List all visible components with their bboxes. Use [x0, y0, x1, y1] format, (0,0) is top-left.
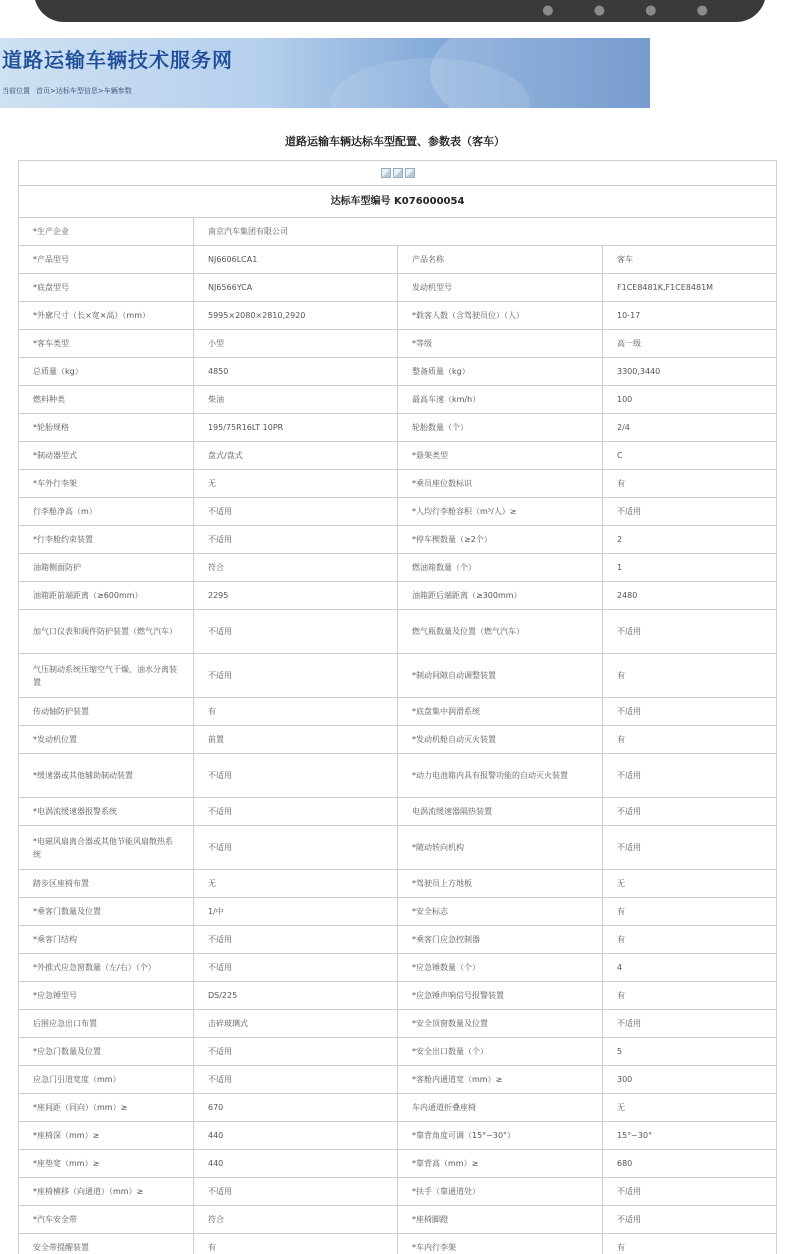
spec-label: 踏步区座椅布置 [19, 870, 194, 898]
spec-value: 670 [194, 1094, 398, 1122]
spec-label: *乘客门应急控制器 [398, 926, 603, 954]
spec-label: 应急门引道宽度（mm） [19, 1066, 194, 1094]
spec-label: *应急锤型号 [19, 982, 194, 1010]
spec-value: 不适用 [603, 1206, 777, 1234]
spec-label: *座椅脚蹬 [398, 1206, 603, 1234]
spec-label: 安全带提醒装置 [19, 1234, 194, 1254]
spec-label: 加气口仪表和阀件防护装置（燃气汽车） [19, 610, 194, 654]
model-code: 达标车型编号 K076000054 [19, 186, 777, 218]
spec-value: 2 [603, 526, 777, 554]
spec-value: 有 [603, 726, 777, 754]
producer-label: *生产企业 [19, 218, 194, 246]
spec-value: 击碎玻璃式 [194, 1010, 398, 1038]
spec-label: *座间距（同向）（mm）≥ [19, 1094, 194, 1122]
spec-label: *座椅深（mm）≥ [19, 1122, 194, 1150]
spec-label: *电涡流缓速器报警系统 [19, 798, 194, 826]
spec-value: C [603, 442, 777, 470]
table-row [19, 926, 777, 954]
spec-value: 有 [194, 1234, 398, 1254]
spec-value: 不适用 [194, 526, 398, 554]
spec-label: 燃气瓶数量及位置（燃气汽车） [398, 610, 603, 654]
spec-label: 行李舱净高（m） [19, 498, 194, 526]
spec-value: 符合 [194, 1206, 398, 1234]
broken-image-icon [393, 168, 403, 178]
spec-label: 油箱距后端距离（≥300mm） [398, 582, 603, 610]
table-row [19, 274, 777, 302]
table-row [19, 1094, 777, 1122]
spec-value: 有 [603, 898, 777, 926]
site-title: 道路运输车辆技术服务网 [2, 48, 233, 72]
table-row [19, 526, 777, 554]
spec-label: *缓速器或其他辅助制动装置 [19, 754, 194, 798]
broken-image-icon [381, 168, 391, 178]
table-row [19, 386, 777, 414]
broken-image-icon [405, 168, 415, 178]
table-row [19, 1206, 777, 1234]
spec-value: 不适用 [194, 826, 398, 870]
spec-value: 100 [603, 386, 777, 414]
spec-value: 有 [603, 982, 777, 1010]
spec-label: *随动转向机构 [398, 826, 603, 870]
spec-value: F1CE8481K,F1CE8481M [603, 274, 777, 302]
spec-label: *电磁风扇离合器或其他节能风扇散热系统 [19, 826, 194, 870]
spec-value: 有 [603, 926, 777, 954]
spec-label: *靠背高（mm）≥ [398, 1150, 603, 1178]
spec-label: *乘客门结构 [19, 926, 194, 954]
spec-value: 不适用 [603, 1010, 777, 1038]
table-row [19, 246, 777, 274]
spec-label: *扶手（靠通道处） [398, 1178, 603, 1206]
spec-label: *靠背角度可调（15°~30°） [398, 1122, 603, 1150]
spec-table [18, 160, 777, 1254]
spec-label: *停车楔数量（≥2个） [398, 526, 603, 554]
spec-value: 195/75R16LT 10PR [194, 414, 398, 442]
table-row [19, 954, 777, 982]
table-row [19, 654, 777, 698]
table-row [19, 1010, 777, 1038]
table-row [19, 898, 777, 926]
spec-value: 有 [603, 1234, 777, 1254]
spec-label: *乘员座位数标识 [398, 470, 603, 498]
spec-value: 小型 [194, 330, 398, 358]
spec-value: DS/225 [194, 982, 398, 1010]
spec-label: *轮胎规格 [19, 414, 194, 442]
spec-value: 不适用 [603, 610, 777, 654]
spec-value: 不适用 [603, 1178, 777, 1206]
table-row [19, 982, 777, 1010]
spec-label: 后围应急出口布置 [19, 1010, 194, 1038]
table-row [19, 414, 777, 442]
spec-label: 燃油箱数量（个） [398, 554, 603, 582]
spec-value: 无 [194, 870, 398, 898]
table-row [19, 826, 777, 870]
spec-value: 不适用 [194, 1066, 398, 1094]
table-row [19, 1038, 777, 1066]
spec-value: 2/4 [603, 414, 777, 442]
spec-label: *客舱内通道宽（mm）≥ [398, 1066, 603, 1094]
spec-value: 5 [603, 1038, 777, 1066]
spec-label: 传动轴防护装置 [19, 698, 194, 726]
spec-value: 不适用 [194, 498, 398, 526]
spec-value: 440 [194, 1122, 398, 1150]
spec-value: 不适用 [194, 754, 398, 798]
spec-value: 符合 [194, 554, 398, 582]
spec-value: 无 [603, 1094, 777, 1122]
spec-label: *安全出口数量（个） [398, 1038, 603, 1066]
spec-value: 无 [194, 470, 398, 498]
table-row [19, 726, 777, 754]
breadcrumb-path[interactable]: 首页>达标车型信息>车辆参数 [36, 87, 132, 95]
spec-label: 电涡流缓速器隔热装置 [398, 798, 603, 826]
table-row [19, 870, 777, 898]
spec-label: *底盘型号 [19, 274, 194, 302]
spec-value: 有 [194, 698, 398, 726]
table-row [19, 698, 777, 726]
spec-label: 车内通道折叠座椅 [398, 1094, 603, 1122]
spec-label: *客车类型 [19, 330, 194, 358]
spec-label: *载客人数（含驾驶员位）（人） [398, 302, 603, 330]
spec-label: 整备质量（kg） [398, 358, 603, 386]
spec-value: 不适用 [194, 610, 398, 654]
spec-value: 不适用 [194, 798, 398, 826]
spec-value: 客车 [603, 246, 777, 274]
spec-label: *应急锤声响信号报警装置 [398, 982, 603, 1010]
spec-label: *外廓尺寸（长×宽×高）（mm） [19, 302, 194, 330]
spec-label: *外推式应急窗数量（左/右）（个） [19, 954, 194, 982]
spec-value: 前置 [194, 726, 398, 754]
spec-value: 不适用 [603, 798, 777, 826]
spec-label: 总质量（kg） [19, 358, 194, 386]
spec-label: *制动器型式 [19, 442, 194, 470]
spec-label: *车外行李架 [19, 470, 194, 498]
spec-label: *底盘集中润滑系统 [398, 698, 603, 726]
spec-label: 产品名称 [398, 246, 603, 274]
spec-label: *应急门数量及位置 [19, 1038, 194, 1066]
spec-value: 有 [603, 654, 777, 698]
spec-value: 柴油 [194, 386, 398, 414]
spec-value: 440 [194, 1150, 398, 1178]
spec-value: 不适用 [194, 1038, 398, 1066]
spec-label: *发动机位置 [19, 726, 194, 754]
spec-label: 轮胎数量（个） [398, 414, 603, 442]
spec-value: 不适用 [194, 1178, 398, 1206]
spec-value: 3300,3440 [603, 358, 777, 386]
spec-label: *行李舱约束装置 [19, 526, 194, 554]
spec-label: 燃料种类 [19, 386, 194, 414]
spec-value: 不适用 [603, 754, 777, 798]
page-title: 道路运输车辆达标车型配置、参数表（客车） [285, 135, 505, 148]
table-row [19, 610, 777, 654]
spec-label: *应急锤数量（个） [398, 954, 603, 982]
spec-label: *制动间隙自动调整装置 [398, 654, 603, 698]
spec-value: 5995×2080×2810,2920 [194, 302, 398, 330]
spec-label: *人均行李舱容积（m³/人）≥ [398, 498, 603, 526]
table-row [19, 498, 777, 526]
spec-label: 发动机型号 [398, 274, 603, 302]
spec-label: *悬架类型 [398, 442, 603, 470]
table-row [19, 302, 777, 330]
image-row [19, 161, 777, 186]
table-row [19, 582, 777, 610]
spec-label: 最高车速（km/h） [398, 386, 603, 414]
table-row [19, 1150, 777, 1178]
spec-label: *座垫宽（mm）≥ [19, 1150, 194, 1178]
top-bar-controls: ● ● ● ● [542, 3, 726, 18]
table-row [19, 798, 777, 826]
spec-value: 不适用 [194, 654, 398, 698]
breadcrumb-prefix: 当前位置 [2, 87, 30, 95]
spec-value: 高一级 [603, 330, 777, 358]
spec-value: 不适用 [603, 698, 777, 726]
site-banner [0, 38, 650, 108]
table-row [19, 1234, 777, 1254]
table-row [19, 442, 777, 470]
table-row [19, 1122, 777, 1150]
spec-label: 油箱距前端距离（≥600mm） [19, 582, 194, 610]
table-row [19, 754, 777, 798]
spec-value: NJ6566YCA [194, 274, 398, 302]
spec-label: *等级 [398, 330, 603, 358]
spec-value: 盘式/盘式 [194, 442, 398, 470]
table-row [19, 1066, 777, 1094]
table-row [19, 358, 777, 386]
table-row [19, 218, 777, 246]
spec-label: *动力电池箱内具有报警功能的自动灭火装置 [398, 754, 603, 798]
spec-value: 不适用 [603, 826, 777, 870]
breadcrumb [2, 86, 138, 96]
producer-value: 南京汽车集团有限公司 [194, 218, 777, 246]
spec-value: 不适用 [603, 498, 777, 526]
spec-label: *乘客门数量及位置 [19, 898, 194, 926]
spec-value: 4 [603, 954, 777, 982]
spec-label: *安全标志 [398, 898, 603, 926]
table-row [19, 470, 777, 498]
spec-value: NJ6606LCA1 [194, 246, 398, 274]
spec-label: *汽车安全带 [19, 1206, 194, 1234]
spec-label: *产品型号 [19, 246, 194, 274]
spec-label: *座椅横移（向通道）（mm）≥ [19, 1178, 194, 1206]
spec-label: *车内行李架 [398, 1234, 603, 1254]
spec-value: 1 [603, 554, 777, 582]
spec-value: 1/中 [194, 898, 398, 926]
spec-value: 15°~30° [603, 1122, 777, 1150]
spec-value: 不适用 [194, 926, 398, 954]
spec-value: 10-17 [603, 302, 777, 330]
spec-value: 2295 [194, 582, 398, 610]
table-row [19, 554, 777, 582]
spec-label: *驾驶员上方地板 [398, 870, 603, 898]
spec-value: 有 [603, 470, 777, 498]
spec-value: 2480 [603, 582, 777, 610]
spec-value: 不适用 [194, 954, 398, 982]
spec-value: 4850 [194, 358, 398, 386]
spec-value: 无 [603, 870, 777, 898]
model-code-row [19, 186, 777, 218]
spec-label: 油箱侧面防护 [19, 554, 194, 582]
table-row [19, 1178, 777, 1206]
spec-label: *安全顶窗数量及位置 [398, 1010, 603, 1038]
spec-label: 气压制动系统压缩空气干燥、油水分离装置 [19, 654, 194, 698]
spec-label: *发动机舱自动灭火装置 [398, 726, 603, 754]
browser-top-bar [34, 0, 766, 22]
spec-value: 680 [603, 1150, 777, 1178]
spec-value: 300 [603, 1066, 777, 1094]
table-row [19, 330, 777, 358]
